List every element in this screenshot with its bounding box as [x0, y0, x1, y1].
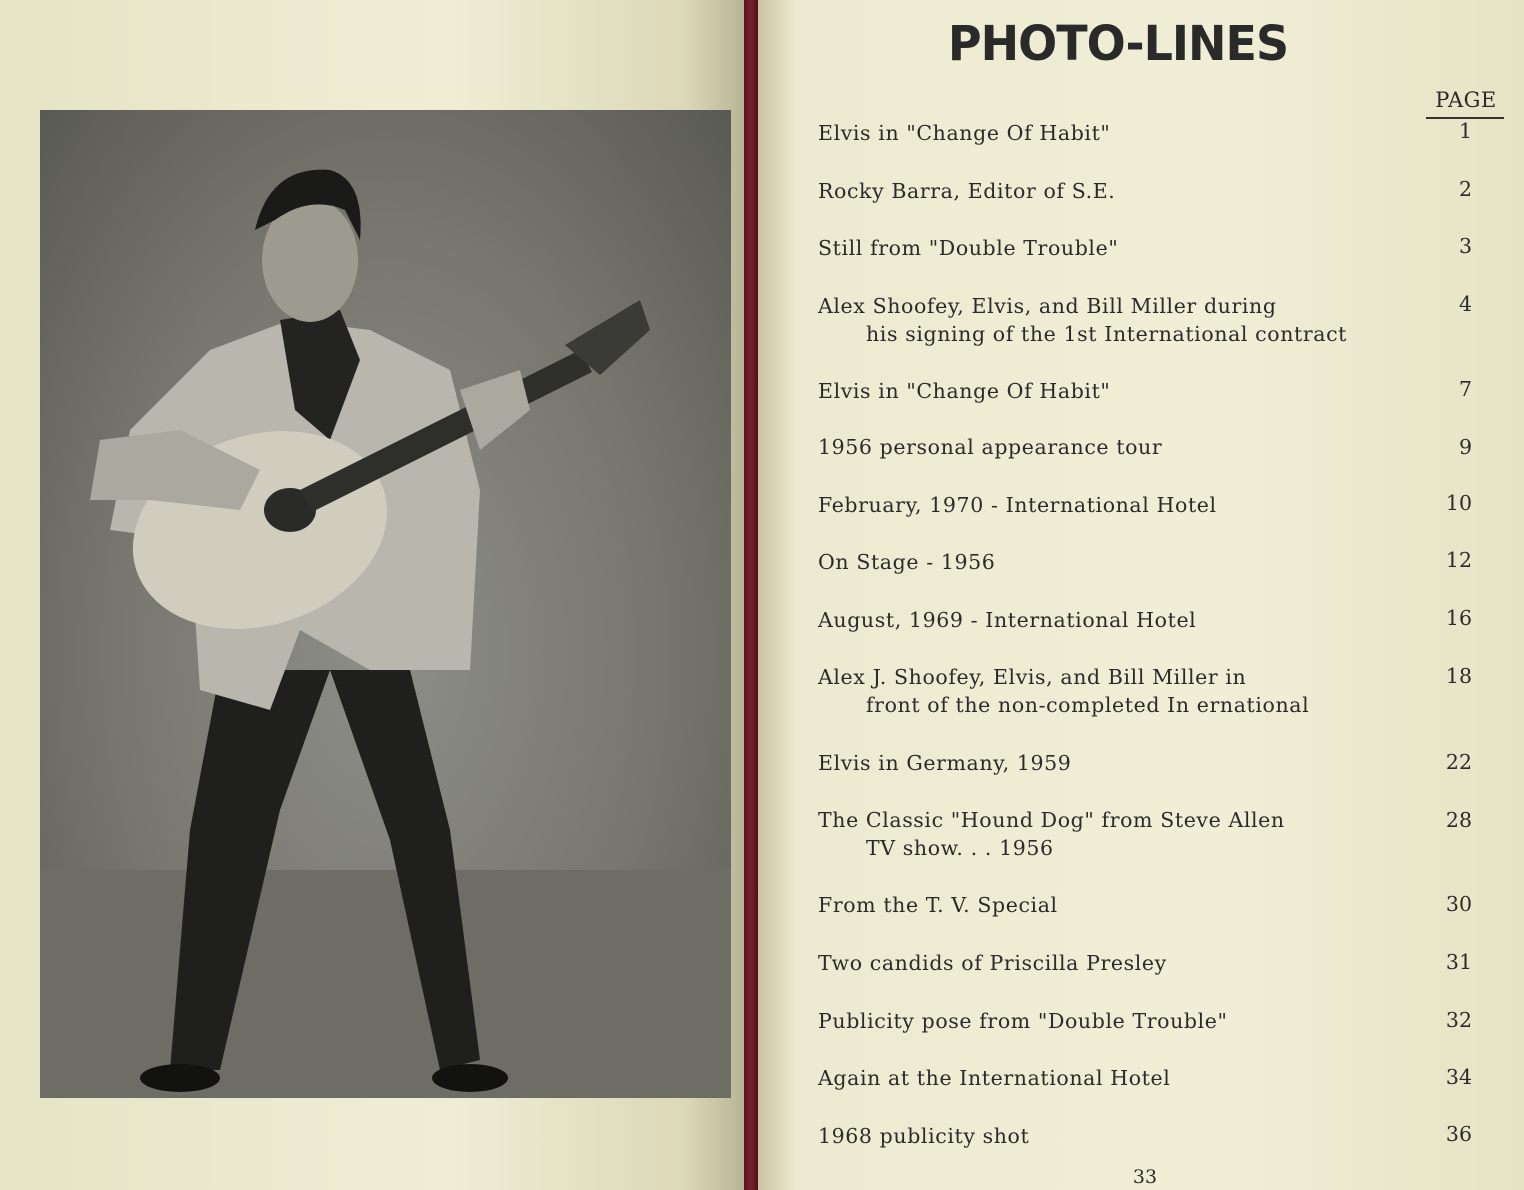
entry-page-number: 31: [1445, 950, 1472, 974]
entry-page-number: 34: [1445, 1065, 1472, 1089]
toc-entry: [818, 119, 1428, 147]
entry-text-continued: front of the non-completed In ernational: [866, 693, 1310, 717]
entry-text: Publicity pose from "Double Trouble": [818, 1009, 1228, 1033]
entry-text: On Stage - 1956: [818, 550, 996, 574]
toc-entry: [818, 491, 1428, 519]
toc-entry: [818, 234, 1428, 262]
toc-entry: [818, 606, 1428, 634]
entry-page-number: 32: [1445, 1008, 1472, 1032]
entry-page-number: 28: [1445, 808, 1472, 832]
entry-text: Again at the International Hotel: [818, 1066, 1171, 1090]
entry-text: Elvis in "Change Of Habit": [818, 121, 1111, 145]
entry-page-number: 1: [1458, 119, 1472, 143]
left-page: [0, 0, 744, 1190]
entry-text: From the T. V. Special: [818, 893, 1058, 917]
entry-page-number: 9: [1458, 435, 1472, 459]
entry-text: Rocky Barra, Editor of S.E.: [818, 179, 1116, 203]
entry-page-number: 3: [1458, 234, 1472, 258]
toc-entry: [818, 292, 1428, 348]
entry-text-continued: TV show. . . 1956: [866, 836, 1054, 860]
entry-page-number: 36: [1445, 1122, 1472, 1146]
entry-page-number: 10: [1445, 491, 1472, 515]
toc-entry: [818, 177, 1428, 205]
toc-entry: [818, 1064, 1428, 1092]
entry-text: Elvis in "Change Of Habit": [818, 379, 1111, 403]
entry-text: Two candids of Priscilla Presley: [818, 951, 1167, 975]
entry-page-number: 12: [1445, 548, 1472, 572]
toc-entry: [818, 949, 1428, 977]
entry-text: Elvis in Germany, 1959: [818, 751, 1072, 775]
entry-text: Alex Shoofey, Elvis, and Bill Miller during: [818, 294, 1277, 318]
page-column-header: PAGE: [1435, 88, 1497, 112]
entry-page-number: 30: [1445, 892, 1472, 916]
elvis-guitar-illustration: [40, 110, 731, 1098]
toc-entry: [818, 1122, 1428, 1150]
toc-entry: [818, 548, 1428, 576]
toc-entry: [818, 663, 1428, 719]
entry-text: August, 1969 - International Hotel: [818, 608, 1197, 632]
page-title: PHOTO-LINES: [947, 14, 1289, 72]
toc-entry: [818, 806, 1428, 862]
entry-text: 1968 publicity shot: [818, 1124, 1030, 1148]
folio-page-number: 33: [1132, 1166, 1158, 1188]
entry-page-number: 16: [1445, 606, 1472, 630]
toc-entry: [818, 1007, 1428, 1035]
entry-text: Alex J. Shoofey, Elvis, and Bill Miller in: [818, 665, 1247, 689]
book-gutter: [744, 0, 758, 1190]
entry-text: 1956 personal appearance tour: [818, 435, 1163, 459]
toc-entry: [818, 433, 1428, 461]
entry-page-number: 18: [1445, 664, 1472, 688]
toc-entry: [818, 749, 1428, 777]
entry-page-number: 2: [1458, 177, 1472, 201]
entry-page-number: 4: [1458, 292, 1472, 316]
elvis-guitar-photo: [40, 110, 731, 1098]
toc-entry: [818, 377, 1428, 405]
entry-text: Still from "Double Trouble": [818, 236, 1119, 260]
toc-entry: [818, 891, 1428, 919]
entry-text: February, 1970 - International Hotel: [818, 493, 1217, 517]
entry-text: The Classic "Hound Dog" from Steve Allen: [818, 808, 1285, 832]
entry-page-number: 22: [1445, 750, 1472, 774]
entry-page-number: 7: [1458, 377, 1472, 401]
entry-text-continued: his signing of the 1st International contract: [866, 322, 1347, 346]
